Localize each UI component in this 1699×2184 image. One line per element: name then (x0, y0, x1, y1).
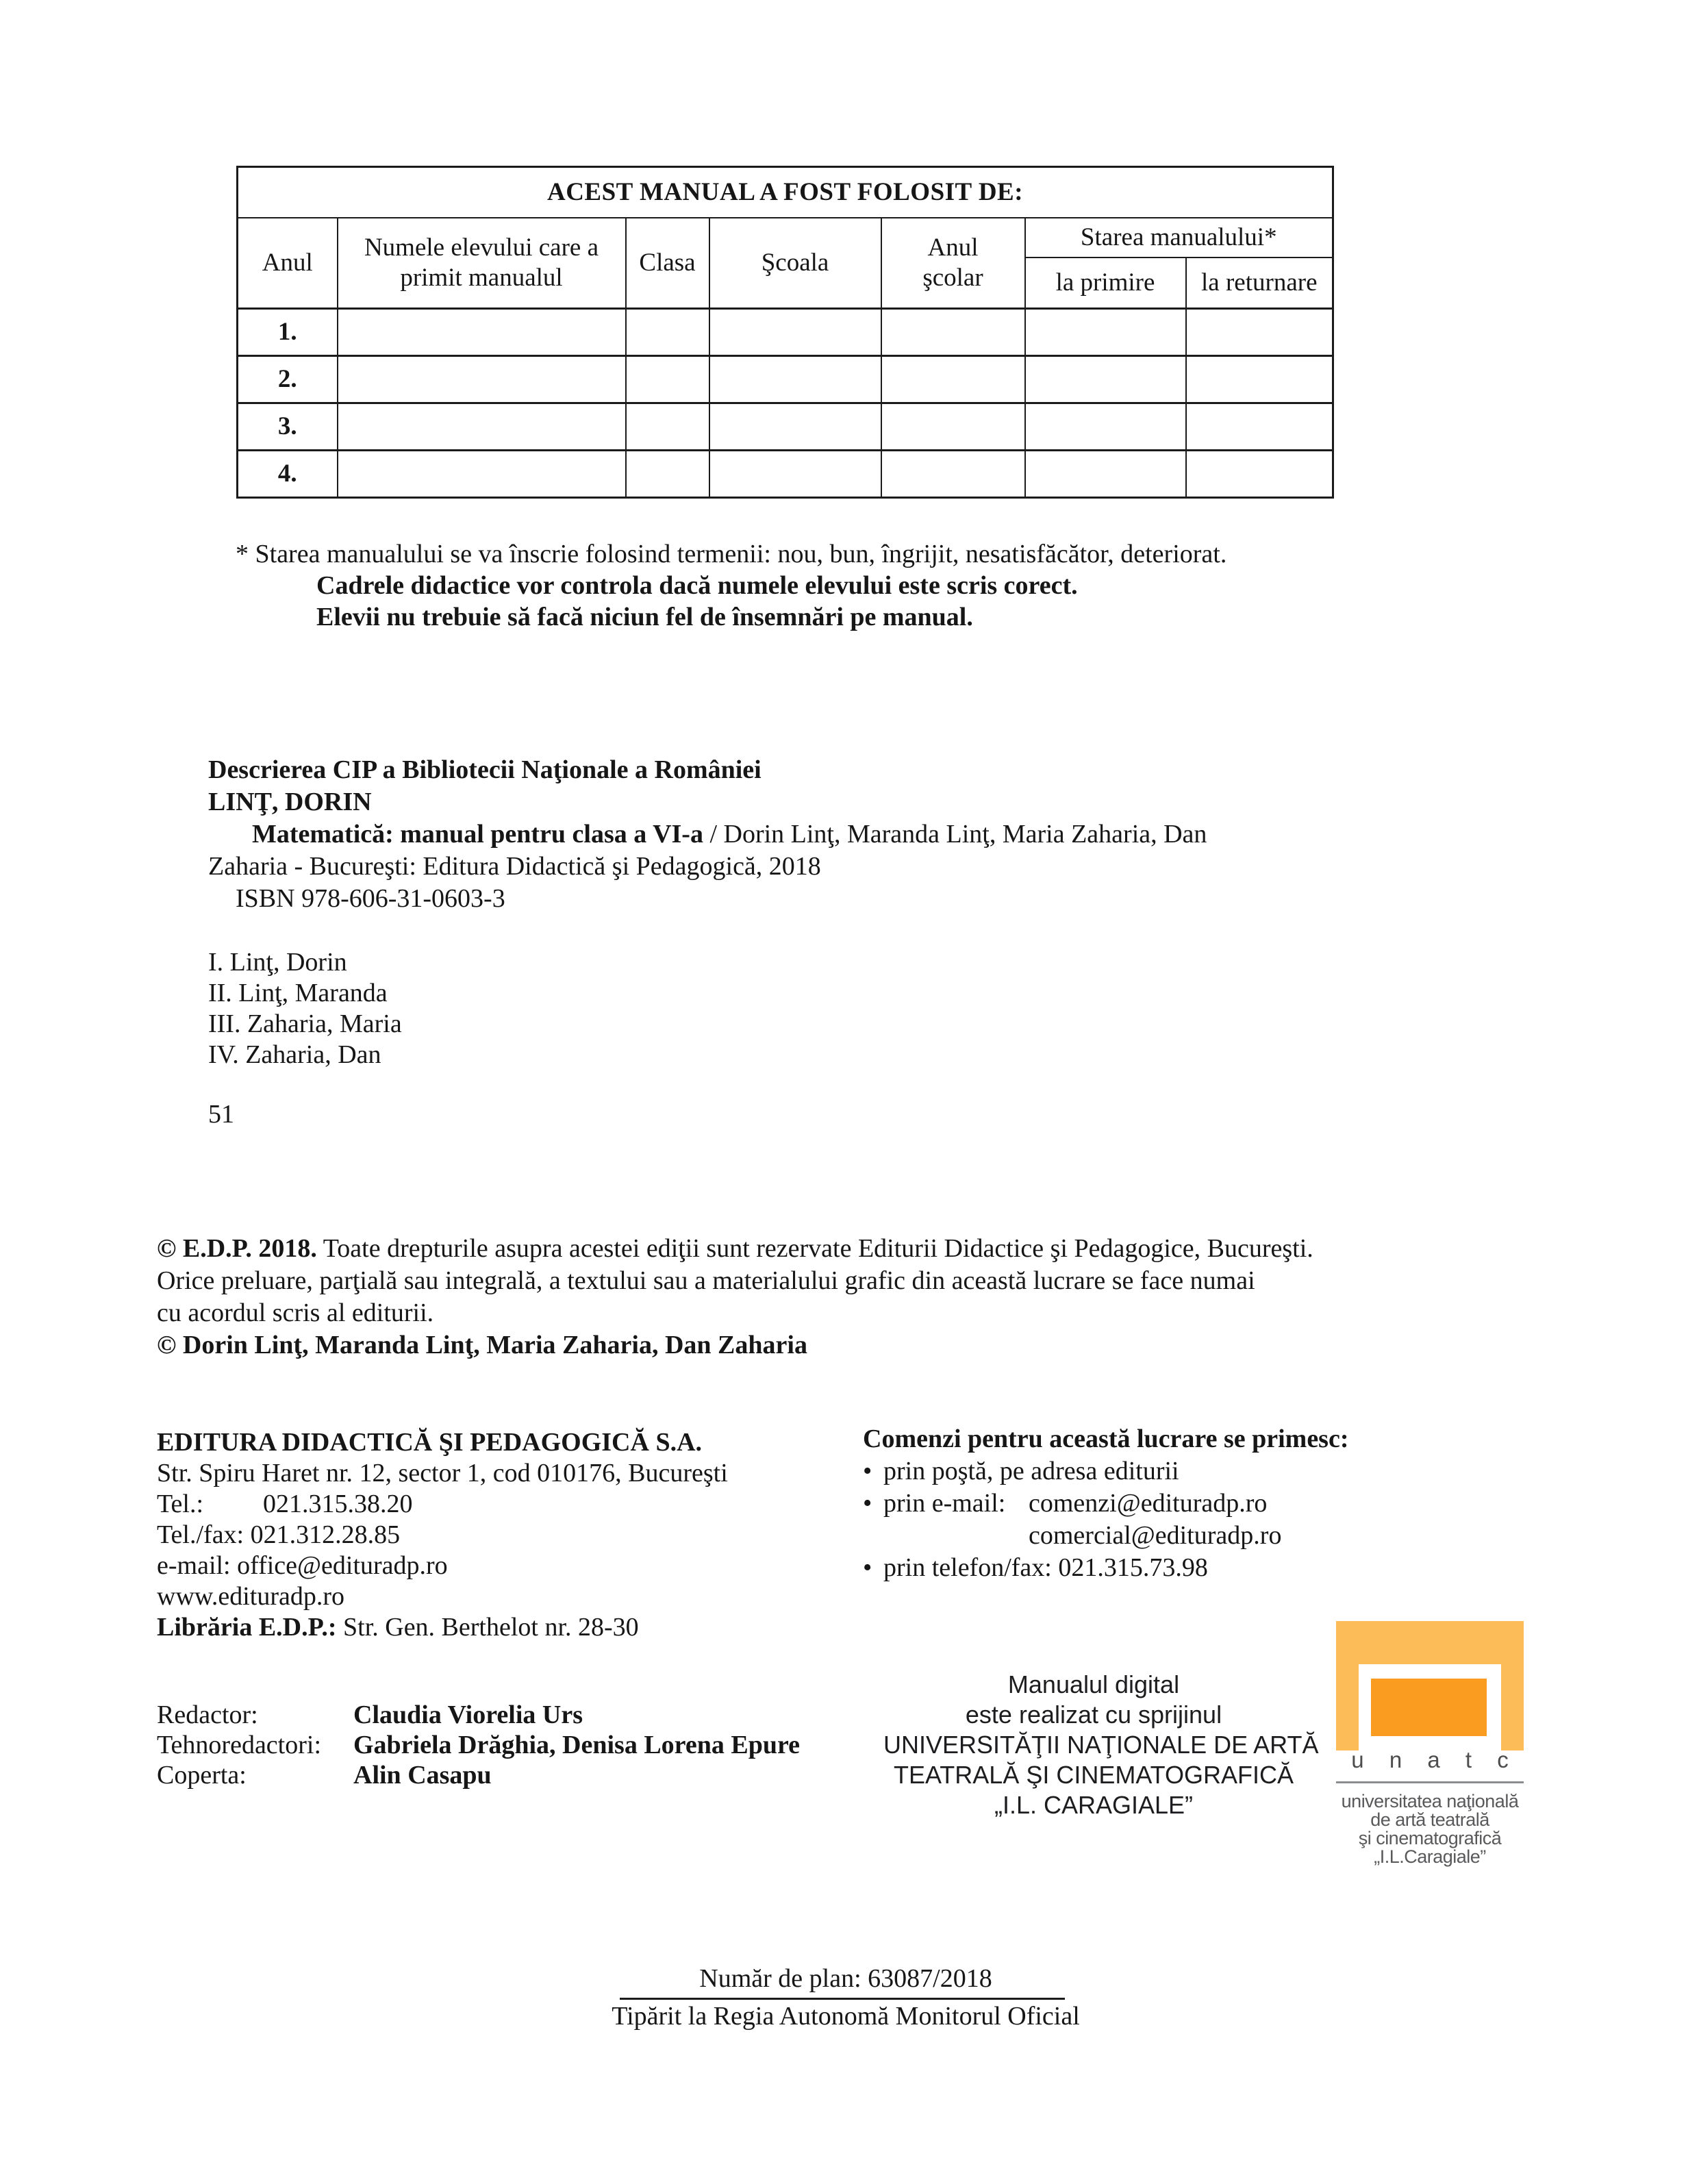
publisher-website: www.edituradp.ro (157, 1582, 345, 1611)
tehnoredactori-label: Tehnoredactori: (157, 1731, 322, 1759)
tel-value: 021.315.38.20 (263, 1490, 413, 1518)
col-header-numele: Numele elevului care a primit manualul (338, 218, 626, 309)
digital-line2: este realizat cu sprijinul (965, 1700, 1222, 1729)
empty-cell (1186, 403, 1333, 451)
publisher-bookstore (157, 1612, 728, 1643)
orders-email-1: comenzi@edituradp.ro (1029, 1489, 1268, 1518)
orders-heading: Comenzi pentru această lucrare se primesc: (863, 1424, 1349, 1453)
unatc-logo-mark-icon (1336, 1621, 1524, 1750)
digital-manual-note (883, 1670, 1319, 1820)
unatc-divider (1336, 1781, 1524, 1783)
cip-authors: / Dorin Linţ, Maranda Linţ, Maria Zaharia, Dan (703, 820, 1207, 849)
orders-info (863, 1423, 1349, 1584)
empty-cell (626, 403, 709, 451)
copyright-authors: © Dorin Linţ, Maranda Linţ, Maria Zaharia, Dan Zaharia (157, 1331, 807, 1359)
empty-cell (881, 309, 1025, 356)
empty-cell (1025, 309, 1186, 356)
coperta-name: Alin Casapu (353, 1761, 492, 1790)
publisher-email: e-mail: office@edituradp.ro (157, 1551, 448, 1580)
table-row (238, 309, 1333, 356)
empty-cell (338, 403, 626, 451)
orders-email-label: prin e-mail: (883, 1489, 1006, 1518)
empty-cell (709, 403, 881, 451)
cip-entry: IV. Zaharia, Dan (208, 1040, 381, 1069)
col-header-clasa: Clasa (626, 218, 709, 309)
empty-cell (626, 451, 709, 498)
unatc-name-line1: universitatea naţională (1341, 1791, 1519, 1811)
table-row (238, 451, 1333, 498)
col-header-scoala: Şcoala (709, 218, 881, 309)
empty-cell (709, 309, 881, 356)
unatc-name-line3: şi cinematografică (1358, 1828, 1502, 1848)
publisher-telfax: Tel./fax: 021.312.28.85 (157, 1520, 401, 1549)
empty-cell (1186, 451, 1333, 498)
unatc-full-name (1309, 1792, 1551, 1866)
printer-note: Tipărit la Regia Autonomă Monitorul Oficial (612, 2002, 1080, 2031)
cip-description (208, 754, 1475, 915)
empty-cell (626, 309, 709, 356)
table-title: ACEST MANUAL A FOST FOLOSIT DE: (238, 167, 1333, 218)
orders-item-phone (863, 1552, 1349, 1584)
cip-book-title: Matematică: manual pentru clasa a VI-a (252, 820, 703, 849)
bullet-icon: • (863, 1457, 872, 1485)
orders-item-post (863, 1455, 1349, 1488)
plan-number: Număr de plan: 63087/2018 (699, 1964, 992, 1993)
cip-publisher-line: Zaharia - Bucureşti: Editura Didactică şi Pedagogică, 2018 (208, 852, 821, 881)
digital-line1: Manualul digital (1007, 1670, 1180, 1698)
digital-line5: „I.L. CARAGIALE” (994, 1791, 1194, 1819)
col-header-la-returnare: la returnare (1186, 258, 1333, 309)
copyright-rights: Toate drepturile asupra acestei ediţii sunt rezervate Editurii Didactice şi Pedagogice, Bucureşti. (316, 1234, 1313, 1263)
copyright-line3: cu acordul scris al editurii. (157, 1298, 434, 1327)
empty-cell (1025, 356, 1186, 403)
orders-phone-text: prin telefon/fax: 021.315.73.98 (883, 1553, 1208, 1582)
empty-cell (881, 403, 1025, 451)
unatc-logo-screen (1371, 1679, 1487, 1736)
credits-block (157, 1700, 800, 1790)
cip-heading: Descrierea CIP a Bibliotecii Naţionale a României (208, 755, 762, 784)
cip-index-entries (208, 947, 402, 1070)
digital-line4: TEATRALĂ ŞI CINEMATOGRAFICĂ (893, 1761, 1294, 1789)
bullet-icon: • (863, 1489, 872, 1518)
row-number: 2. (238, 356, 338, 403)
tehnoredactori-names: Gabriela Drăghia, Denisa Lorena Epure (353, 1731, 801, 1759)
row-number: 1. (238, 309, 338, 356)
credit-redactor (157, 1700, 800, 1730)
credit-tehnoredactori (157, 1730, 800, 1760)
cip-title-line (208, 818, 1475, 851)
publisher-address: Str. Spiru Haret nr. 12, sector 1, cod 010176, Bucureşti (157, 1459, 728, 1488)
col-header-la-primire: la primire (1025, 258, 1186, 309)
bookstore-label: Librăria E.D.P.: (157, 1613, 337, 1642)
copyright-notice (157, 1233, 1615, 1361)
redactor-name: Claudia Viorelia Urs (353, 1700, 583, 1729)
copyright-edp: © E.D.P. 2018. (157, 1234, 317, 1263)
publisher-tel (157, 1489, 728, 1520)
col-header-anul-scolar-text: Anul şcolar (922, 234, 983, 292)
empty-cell (881, 451, 1025, 498)
usage-table (236, 166, 1334, 499)
bookstore-address: Str. Gen. Berthelot nr. 28-30 (336, 1613, 639, 1642)
row-number: 3. (238, 403, 338, 451)
empty-cell (709, 451, 881, 498)
footer-divider (620, 1998, 1065, 2000)
unatc-name-line4: „I.L.Caragiale” (1374, 1846, 1486, 1867)
empty-cell (626, 356, 709, 403)
empty-cell (338, 451, 626, 498)
publisher-name: EDITURA DIDACTICĂ ŞI PEDAGOGICĂ S.A. (157, 1428, 703, 1457)
footnote-students: Elevii nu trebuie să facă niciun fel de însemnări pe manual. (316, 603, 973, 631)
redactor-label: Redactor: (157, 1700, 258, 1729)
empty-cell (338, 309, 626, 356)
col-header-starea: Starea manualului* (1025, 218, 1333, 258)
col-header-anul: Anul (238, 218, 338, 309)
digital-line3: UNIVERSITĂŢII NAŢIONALE DE ARTĂ (883, 1731, 1319, 1759)
empty-cell (709, 356, 881, 403)
bullet-icon: • (863, 1553, 872, 1582)
cip-classification-number: 51 (208, 1100, 234, 1129)
empty-cell (338, 356, 626, 403)
orders-post-text: prin poştă, pe adresa editurii (883, 1457, 1179, 1485)
copyright-line2: Orice preluare, parţială sau integrală, a textului sau a materialului grafic din această lucrare se face numai (157, 1266, 1255, 1295)
credit-coperta (157, 1760, 800, 1790)
footnote-terms: * Starea manualului se va înscrie folosind termenii: nou, bun, îngrijit, nesatisfăcător, deteriorat. (236, 540, 1227, 568)
cip-entry: II. Linţ, Maranda (208, 979, 388, 1007)
empty-cell (1186, 309, 1333, 356)
table-row (238, 356, 1333, 403)
empty-cell (1186, 356, 1333, 403)
copyright-line1 (157, 1233, 1615, 1265)
row-number: 4. (238, 451, 338, 498)
usage-table-container (236, 166, 1334, 499)
publisher-info (157, 1427, 728, 1643)
unatc-acronym: u n a t c (1351, 1747, 1518, 1772)
unatc-name-line2: de artă teatrală (1370, 1809, 1489, 1830)
empty-cell (881, 356, 1025, 403)
orders-email-2: comercial@edituradp.ro (1029, 1521, 1282, 1550)
coperta-label: Coperta: (157, 1761, 247, 1790)
table-row (238, 403, 1333, 451)
tel-label: Tel.: (157, 1490, 204, 1518)
cip-isbn: ISBN 978-606-31-0603-3 (236, 884, 505, 913)
empty-cell (1025, 403, 1186, 451)
cip-entry: III. Zaharia, Maria (208, 1009, 402, 1038)
empty-cell (1025, 451, 1186, 498)
orders-item-email (863, 1488, 1349, 1520)
col-header-anul-scolar (881, 218, 1025, 309)
cip-entry: I. Linţ, Dorin (208, 948, 347, 977)
cip-author-entry: LINŢ, DORIN (208, 788, 372, 816)
footnote-teachers: Cadrele didactice vor controla dacă numele elevului este scris corect. (316, 571, 1078, 600)
